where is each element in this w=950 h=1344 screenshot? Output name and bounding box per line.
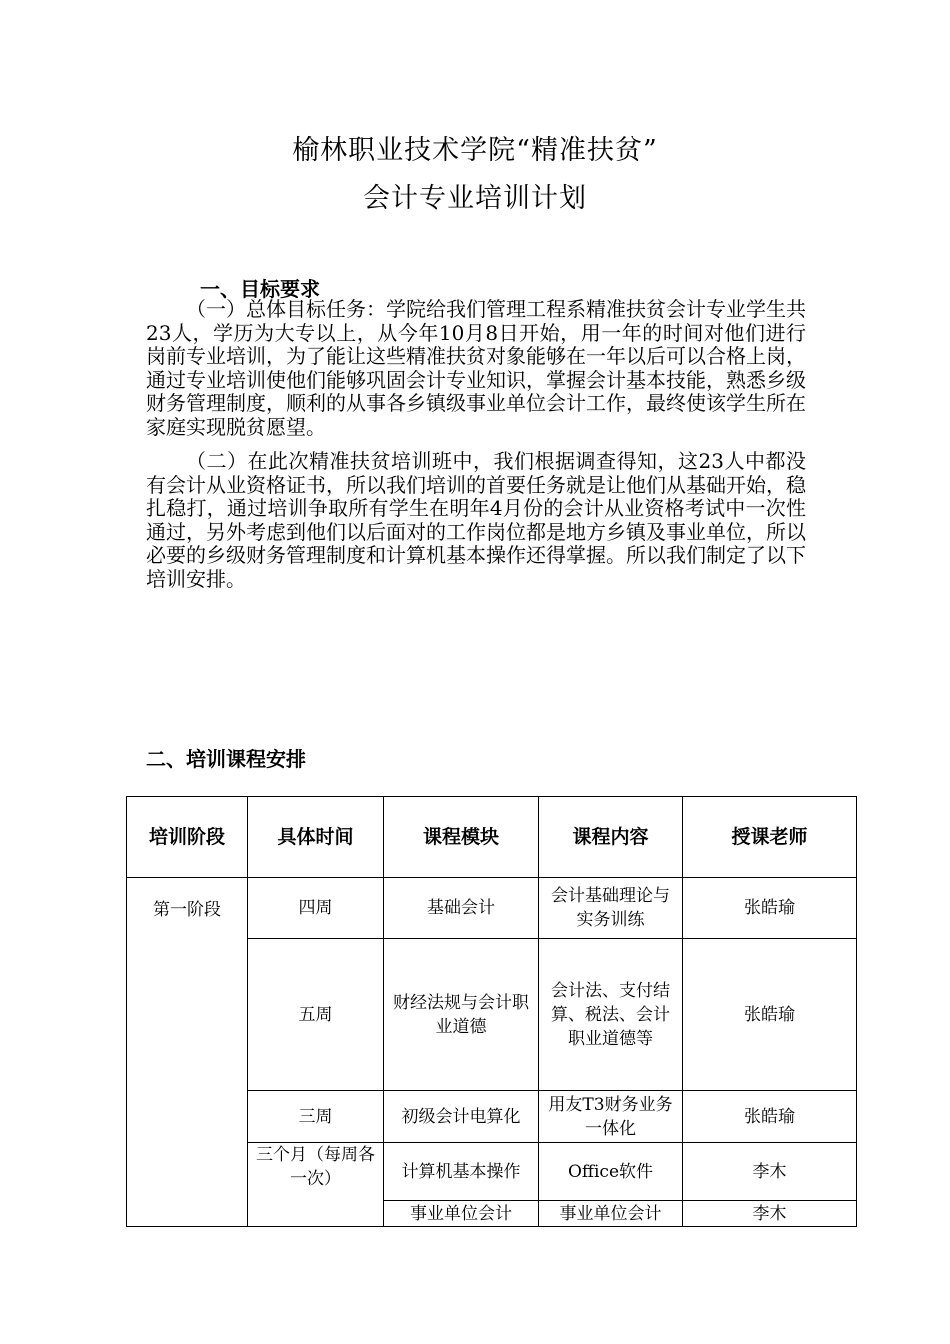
content-cell: 会计基础理论与实务训练 bbox=[539, 878, 683, 939]
table-header-row bbox=[127, 797, 857, 878]
document-title-line1: 榆林职业技术学院“精准扶贫” bbox=[292, 135, 658, 166]
teacher-cell: 李木 bbox=[683, 1143, 857, 1201]
section1-paragraph-1: （一）总体目标任务：学院给我们管理工程系精准扶贫会计专业学生共23人，学历为大专以上，从今年10月8日开始，用一年的时间对他们进行岗前专业培训，为了能让这些精准扶贫对象能够在一年以后可以合格上岗，通过专业培训使他们能够巩固会计专业知识，掌握会计基本技能，熟悉乡级财务管理制度，顺利的从事各乡镇级事业单位会计工作，最终使该学生所在家庭实现脱贫愿望。 bbox=[146, 297, 806, 439]
module-cell: 基础会计 bbox=[384, 878, 539, 939]
content-cell: 会计法、支付结算、税法、会计职业道德等 bbox=[539, 939, 683, 1091]
content-cell: Office软件 bbox=[539, 1143, 683, 1201]
header-stage: 培训阶段 bbox=[127, 797, 248, 878]
module-cell: 事业单位会计 bbox=[384, 1201, 539, 1227]
stage-cell: 第一阶段 bbox=[127, 878, 248, 1227]
header-time: 具体时间 bbox=[248, 797, 384, 878]
time-cell: 五周 bbox=[248, 939, 384, 1091]
section2-heading: 二、培训课程安排 bbox=[146, 747, 306, 771]
teacher-cell: 李木 bbox=[683, 1201, 857, 1227]
time-cell: 四周 bbox=[248, 878, 384, 939]
document-title-line2: 会计专业培训计划 bbox=[363, 183, 587, 214]
content-cell: 事业单位会计 bbox=[539, 1201, 683, 1227]
section1-heading: 一、目标要求 bbox=[200, 277, 320, 301]
module-cell: 计算机基本操作 bbox=[384, 1143, 539, 1201]
header-module: 课程模块 bbox=[384, 797, 539, 878]
content-cell: 用友T3财务业务一体化 bbox=[539, 1091, 683, 1143]
header-teacher: 授课老师 bbox=[683, 797, 857, 878]
module-cell: 初级会计电算化 bbox=[384, 1091, 539, 1143]
time-cell: 三周 bbox=[248, 1091, 384, 1143]
training-schedule-table bbox=[126, 796, 857, 1227]
teacher-cell: 张皓瑜 bbox=[683, 939, 857, 1091]
table-row bbox=[127, 878, 857, 939]
header-content: 课程内容 bbox=[539, 797, 683, 878]
module-cell: 财经法规与会计职业道德 bbox=[384, 939, 539, 1091]
teacher-cell: 张皓瑜 bbox=[683, 878, 857, 939]
teacher-cell: 张皓瑜 bbox=[683, 1091, 857, 1143]
time-cell: 三个月（每周各一次） bbox=[248, 1143, 384, 1227]
section1-paragraph-2: （二）在此次精准扶贫培训班中，我们根据调查得知，这23人中都没有会计从业资格证书，所以我们培训的首要任务就是让他们从基础开始，稳扎稳打，通过培训争取所有学生在明年4月份的会计从业资格考试中一次性通过，另外考虑到他们以后面对的工作岗位都是地方乡镇及事业单位，所以必要的乡级财务管理制度和计算机基本操作还得掌握。所以我们制定了以下培训安排。 bbox=[146, 449, 806, 591]
